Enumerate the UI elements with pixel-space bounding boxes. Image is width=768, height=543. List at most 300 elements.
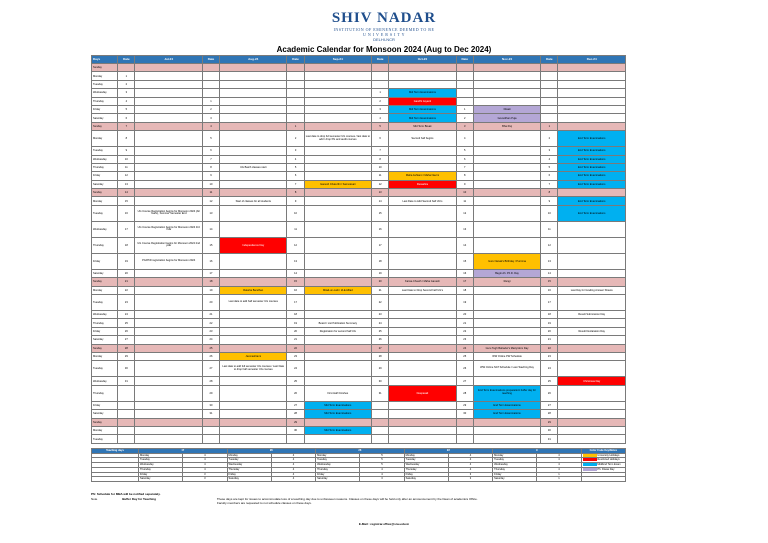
event-cell <box>389 72 456 80</box>
date-cell: 16 <box>541 286 558 294</box>
event-cell <box>304 80 371 88</box>
date-cell: 1 <box>202 97 219 105</box>
date-cell: 19 <box>287 319 304 327</box>
event-cell <box>135 361 202 377</box>
event-cell <box>473 72 540 80</box>
event-cell <box>135 418 202 426</box>
calendar-row <box>92 336 626 344</box>
teaching-month-total: 26 <box>227 449 316 454</box>
date-cell: 26 <box>118 327 135 335</box>
date-cell: 3 <box>372 105 389 113</box>
event-cell <box>389 319 456 327</box>
date-cell: 6 <box>118 114 135 122</box>
date-cell <box>456 64 473 72</box>
date-cell: 6 <box>456 155 473 163</box>
teaching-day-count: 5 <box>360 463 404 468</box>
teaching-month-total: 17 <box>139 449 228 454</box>
event-cell <box>135 147 202 155</box>
event-cell <box>304 205 371 221</box>
event-cell: End Term Examinations <box>558 205 626 221</box>
date-cell <box>287 64 304 72</box>
day-cell: Wednesday <box>92 89 118 97</box>
date-cell: 22 <box>287 344 304 352</box>
date-cell: 8 <box>202 163 219 171</box>
day-cell: Thursday <box>92 319 118 327</box>
event-cell: Dussehra <box>389 180 456 188</box>
calendar-row <box>92 197 626 205</box>
event-cell <box>135 122 202 130</box>
date-cell: 14 <box>456 237 473 253</box>
calendar-row <box>92 147 626 155</box>
teaching-day-count: 4 <box>271 467 315 472</box>
event-cell <box>304 237 371 253</box>
event-cell: UG Course Registration begins for Monsoon 2024 3rd Year <box>135 221 202 237</box>
teaching-day-label: Monday <box>404 453 448 458</box>
date-cell: 14 <box>372 197 389 205</box>
event-cell <box>220 105 287 113</box>
date-cell: 6 <box>202 147 219 155</box>
date-cell: 8 <box>118 131 135 147</box>
event-cell <box>389 253 456 269</box>
teaching-day-label: Thursday <box>493 467 537 472</box>
event-cell <box>473 197 540 205</box>
teaching-month-total: 26 <box>316 449 405 454</box>
day-cell: Sunday <box>92 344 118 352</box>
date-cell: 7 <box>456 163 473 171</box>
event-cell: Milad-un-nabi / Id-E-Milad <box>304 286 371 294</box>
date-cell <box>456 418 473 426</box>
teaching-day-count: 3 <box>183 477 227 482</box>
teaching-day-label: Saturday <box>139 477 183 482</box>
date-cell: 3 <box>287 147 304 155</box>
date-cell: 1 <box>372 89 389 97</box>
date-cell: 28 <box>456 385 473 401</box>
date-cell: 25 <box>202 344 219 352</box>
calendar-row <box>92 286 626 294</box>
calendar-row <box>92 172 626 180</box>
event-cell <box>304 221 371 237</box>
event-cell <box>135 377 202 385</box>
event-cell <box>220 327 287 335</box>
event-cell: Begin Ah. Ph.D. Day <box>473 269 540 277</box>
date-cell: 30 <box>456 410 473 418</box>
date-cell: 21 <box>287 336 304 344</box>
event-cell: Govardhan Puja <box>473 114 540 122</box>
event-cell <box>220 410 287 418</box>
event-cell <box>558 122 626 130</box>
day-cell: Saturday <box>92 336 118 344</box>
calendar-row <box>92 97 626 105</box>
event-cell: Janmashtami <box>220 352 287 360</box>
event-cell <box>389 327 456 335</box>
day-cell: Sunday <box>92 189 118 197</box>
date-cell: 10 <box>202 180 219 188</box>
date-cell: 7 <box>541 180 558 188</box>
date-cell <box>372 410 389 418</box>
calendar-row <box>92 221 626 237</box>
event-cell <box>473 295 540 311</box>
date-cell <box>202 426 219 434</box>
date-cell: 16 <box>202 253 219 269</box>
event-cell <box>473 131 540 147</box>
event-cell <box>220 97 287 105</box>
date-cell: 27 <box>287 401 304 409</box>
date-cell: 18 <box>541 311 558 319</box>
date-cell: 30 <box>541 426 558 434</box>
calendar-row <box>92 205 626 221</box>
event-cell <box>135 80 202 88</box>
calendar-row <box>92 311 626 319</box>
date-cell: 8 <box>372 155 389 163</box>
event-cell <box>304 89 371 97</box>
date-cell: 18 <box>372 253 389 269</box>
date-cell: 28 <box>372 352 389 360</box>
day-cell: Monday <box>92 426 118 434</box>
event-cell <box>473 286 540 294</box>
date-cell: 17 <box>456 278 473 286</box>
calendar-row <box>92 385 626 401</box>
date-cell: 27 <box>456 377 473 385</box>
date-cell: 24 <box>541 361 558 377</box>
date-cell: 18 <box>118 237 135 253</box>
teaching-day-count: 4 <box>537 458 581 463</box>
date-cell: 10 <box>287 205 304 221</box>
day-cell: Wednesday <box>92 377 118 385</box>
event-cell <box>135 180 202 188</box>
date-cell <box>118 385 135 401</box>
teaching-day-count: 4 <box>537 467 581 472</box>
event-cell <box>473 64 540 72</box>
teaching-day-label: Wednesday <box>139 463 183 468</box>
date-cell: 20 <box>456 311 473 319</box>
event-cell <box>135 114 202 122</box>
day-cell: Saturday <box>92 269 118 277</box>
event-cell <box>220 278 287 286</box>
note-label: Note <box>91 496 98 501</box>
column-header: Date <box>118 56 135 64</box>
event-cell <box>304 336 371 344</box>
column-header: Jul-24 <box>135 56 202 64</box>
date-cell: 27 <box>541 401 558 409</box>
date-cell: 23 <box>202 327 219 335</box>
date-cell: 25 <box>541 377 558 385</box>
date-cell: 4 <box>372 114 389 122</box>
event-cell <box>220 89 287 97</box>
calendar-row <box>92 327 626 335</box>
date-cell <box>372 426 389 434</box>
event-cell <box>135 327 202 335</box>
event-cell: Mid Term Examinations <box>304 426 371 434</box>
date-cell: 2 <box>287 131 304 147</box>
event-cell: Diwali <box>473 105 540 113</box>
day-cell: Sunday <box>92 278 118 286</box>
date-cell <box>456 97 473 105</box>
teaching-day-label: Thursday <box>404 467 448 472</box>
date-cell: 18 <box>287 311 304 319</box>
event-cell <box>473 221 540 237</box>
date-cell: 22 <box>456 327 473 335</box>
column-header: Days <box>92 56 118 64</box>
legend-label: Mid/End Term Exam <box>596 463 621 467</box>
teaching-day-label: Saturday <box>404 477 448 482</box>
date-cell: 16 <box>287 286 304 294</box>
date-cell: 5 <box>541 163 558 171</box>
column-header: Sep-24 <box>304 56 371 64</box>
date-cell: 25 <box>287 377 304 385</box>
event-cell <box>389 361 456 377</box>
date-cell: 21 <box>456 319 473 327</box>
legend-swatch <box>583 463 597 466</box>
event-cell <box>304 97 371 105</box>
event-cell: Mid Term Examinations <box>304 401 371 409</box>
teaching-day-count: 4 <box>183 467 227 472</box>
event-cell <box>389 377 456 385</box>
date-cell: 4 <box>287 155 304 163</box>
event-cell: End Term Examinations <box>558 197 626 205</box>
event-cell <box>304 163 371 171</box>
calendar-row <box>92 189 626 197</box>
event-cell: Christmas Day <box>558 377 626 385</box>
event-cell: Last date to drop full semester UG courses / last date to add / drop PG and audit courses <box>304 131 371 147</box>
event-cell: End Term Examinations <box>473 410 540 418</box>
teaching-month-total: 22 <box>404 449 493 454</box>
event-cell <box>558 89 626 97</box>
day-cell: Friday <box>92 105 118 113</box>
event-cell <box>558 105 626 113</box>
event-cell <box>389 401 456 409</box>
day-cell: Sunday <box>92 418 118 426</box>
teaching-day-label: Monday <box>139 453 183 458</box>
date-cell: 4 <box>118 97 135 105</box>
date-cell: 30 <box>202 401 219 409</box>
teaching-day-count: 4 <box>537 463 581 468</box>
event-cell <box>304 377 371 385</box>
event-cell: WW Online NAT Schedule / Last Teaching Day <box>473 361 540 377</box>
date-cell <box>118 410 135 418</box>
event-cell: Bhai Duj <box>473 122 540 130</box>
teaching-day-label: Monday <box>316 453 360 458</box>
calendar-row <box>92 80 626 88</box>
event-cell: End Term Examinations <box>558 147 626 155</box>
event-cell <box>304 72 371 80</box>
event-cell <box>135 410 202 418</box>
event-cell <box>558 410 626 418</box>
date-cell: 2 <box>118 80 135 88</box>
column-header: Date <box>202 56 219 64</box>
date-cell: 5 <box>287 163 304 171</box>
event-cell <box>558 385 626 401</box>
event-cell <box>389 426 456 434</box>
event-cell: End Term Examinations <box>558 155 626 163</box>
date-cell <box>541 97 558 105</box>
date-cell: 11 <box>118 163 135 171</box>
event-cell <box>304 352 371 360</box>
event-cell <box>389 352 456 360</box>
calendar-row <box>92 278 626 286</box>
teaching-day-count: 4 <box>271 463 315 468</box>
event-cell <box>220 253 287 269</box>
teaching-day-label: Thursday <box>227 467 271 472</box>
date-cell: 21 <box>541 336 558 344</box>
date-cell <box>287 97 304 105</box>
date-cell <box>202 435 219 443</box>
date-cell: 29 <box>541 418 558 426</box>
day-cell: Friday <box>92 401 118 409</box>
teaching-day-count: 5 <box>360 458 404 463</box>
calendar-header-row <box>92 56 626 64</box>
date-cell: 30 <box>372 377 389 385</box>
column-header: Aug-24 <box>220 56 287 64</box>
teaching-day-count: 4 <box>271 453 315 458</box>
event-cell <box>389 155 456 163</box>
event-cell <box>558 64 626 72</box>
event-cell: Registration for second half UG <box>304 327 371 335</box>
calendar-row <box>92 155 626 163</box>
date-cell: 15 <box>372 205 389 221</box>
day-cell: Tuesday <box>92 361 118 377</box>
teaching-day-label: Wednesday <box>493 463 537 468</box>
calendar-row <box>92 163 626 171</box>
event-cell: Ganesh Chaturthi / Samvatsari <box>304 180 371 188</box>
column-header: Date <box>456 56 473 64</box>
event-cell <box>135 172 202 180</box>
logo-place: DELHI-NCR <box>373 37 395 42</box>
teaching-day-count: 4 <box>271 458 315 463</box>
event-cell <box>558 72 626 80</box>
event-cell <box>558 269 626 277</box>
date-cell: 24 <box>456 344 473 352</box>
event-cell <box>135 401 202 409</box>
teaching-day-count: 4 <box>448 467 492 472</box>
date-cell: 15 <box>118 197 135 205</box>
event-cell <box>389 163 456 171</box>
date-cell: 29 <box>118 352 135 360</box>
date-cell: 21 <box>202 311 219 319</box>
teaching-day-label: Friday <box>493 472 537 477</box>
date-cell: 29 <box>287 418 304 426</box>
teaching-day-label: Friday <box>316 472 360 477</box>
event-cell <box>304 344 371 352</box>
event-cell <box>135 385 202 401</box>
date-cell: 16 <box>372 221 389 237</box>
event-cell <box>473 89 540 97</box>
event-cell <box>220 172 287 180</box>
teaching-days-title: Teaching days <box>92 449 139 454</box>
teaching-day-label: Tuesday <box>227 458 271 463</box>
day-cell: Tuesday <box>92 435 118 443</box>
event-cell <box>558 189 626 197</box>
event-cell <box>220 155 287 163</box>
day-cell: Thursday <box>92 97 118 105</box>
date-cell <box>118 426 135 434</box>
date-cell <box>541 105 558 113</box>
event-cell <box>558 435 626 443</box>
event-cell <box>558 418 626 426</box>
event-cell: Guru Nanak's Birthday / Purnima <box>473 253 540 269</box>
date-cell: 10 <box>118 155 135 163</box>
event-cell <box>220 426 287 434</box>
day-cell: Tuesday <box>92 80 118 88</box>
page-title: Academic Calendar for Monsoon 2024 (Aug to Dec 2024) <box>276 45 492 54</box>
event-cell <box>304 418 371 426</box>
date-cell: 13 <box>202 205 219 221</box>
calendar-body <box>92 64 626 444</box>
event-cell: First Half Finishes <box>304 385 371 401</box>
event-cell <box>558 253 626 269</box>
event-cell <box>558 97 626 105</box>
event-cell: UG Batch classes start <box>220 163 287 171</box>
event-cell <box>220 385 287 401</box>
date-cell <box>287 114 304 122</box>
logo-subtitle: INSTITUTION OF EMINENCE DEEMED TO BE <box>333 27 435 32</box>
teaching-day-count: 4 <box>448 463 492 468</box>
date-cell: 27 <box>372 344 389 352</box>
event-cell <box>389 269 456 277</box>
event-cell <box>473 189 540 197</box>
date-cell: 24 <box>287 361 304 377</box>
event-cell: Mid Term Examinations <box>304 410 371 418</box>
event-cell <box>304 278 371 286</box>
teaching-day-count: 4 <box>271 472 315 477</box>
day-cell: Tuesday <box>92 295 118 311</box>
calendar-row <box>92 426 626 434</box>
date-cell: 12 <box>202 197 219 205</box>
date-cell <box>287 89 304 97</box>
event-cell <box>473 377 540 385</box>
event-cell <box>473 426 540 434</box>
teaching-day-count: 4 <box>448 453 492 458</box>
teaching-day-count: 4 <box>271 477 315 482</box>
date-cell <box>456 435 473 443</box>
day-cell: Friday <box>92 253 118 269</box>
date-cell: 22 <box>202 319 219 327</box>
date-cell: 5 <box>118 105 135 113</box>
date-cell: 12 <box>541 237 558 253</box>
teaching-day-label: Thursday <box>139 467 183 472</box>
event-cell: Guru Tegh Bahadur's Martyrdom Day <box>473 344 540 352</box>
date-cell: 15 <box>287 278 304 286</box>
date-cell: 3 <box>202 114 219 122</box>
date-cell <box>541 80 558 88</box>
day-cell: Sunday <box>92 64 118 72</box>
teaching-day-label: Wednesday <box>404 463 448 468</box>
event-cell <box>304 189 371 197</box>
event-cell <box>389 80 456 88</box>
date-cell: 17 <box>287 295 304 311</box>
date-cell: 7 <box>287 180 304 188</box>
event-cell <box>135 286 202 294</box>
calendar-row <box>92 269 626 277</box>
date-cell: 1 <box>118 72 135 80</box>
event-cell <box>304 253 371 269</box>
event-cell <box>135 311 202 319</box>
date-cell: 23 <box>456 336 473 344</box>
date-cell: 26 <box>202 352 219 360</box>
teaching-day-count: 4 <box>183 453 227 458</box>
event-cell: Gandhi Jayanti <box>389 97 456 105</box>
event-cell <box>473 435 540 443</box>
date-cell <box>372 435 389 443</box>
legend-label: Ph. Diwas Day <box>596 468 615 472</box>
day-cell: Monday <box>92 286 118 294</box>
event-cell <box>135 352 202 360</box>
date-cell: 24 <box>202 336 219 344</box>
date-cell: 4 <box>541 155 558 163</box>
calendar-row <box>92 344 626 352</box>
event-cell <box>135 197 202 205</box>
date-cell: 8 <box>541 189 558 197</box>
teaching-day-label: Wednesday <box>227 463 271 468</box>
